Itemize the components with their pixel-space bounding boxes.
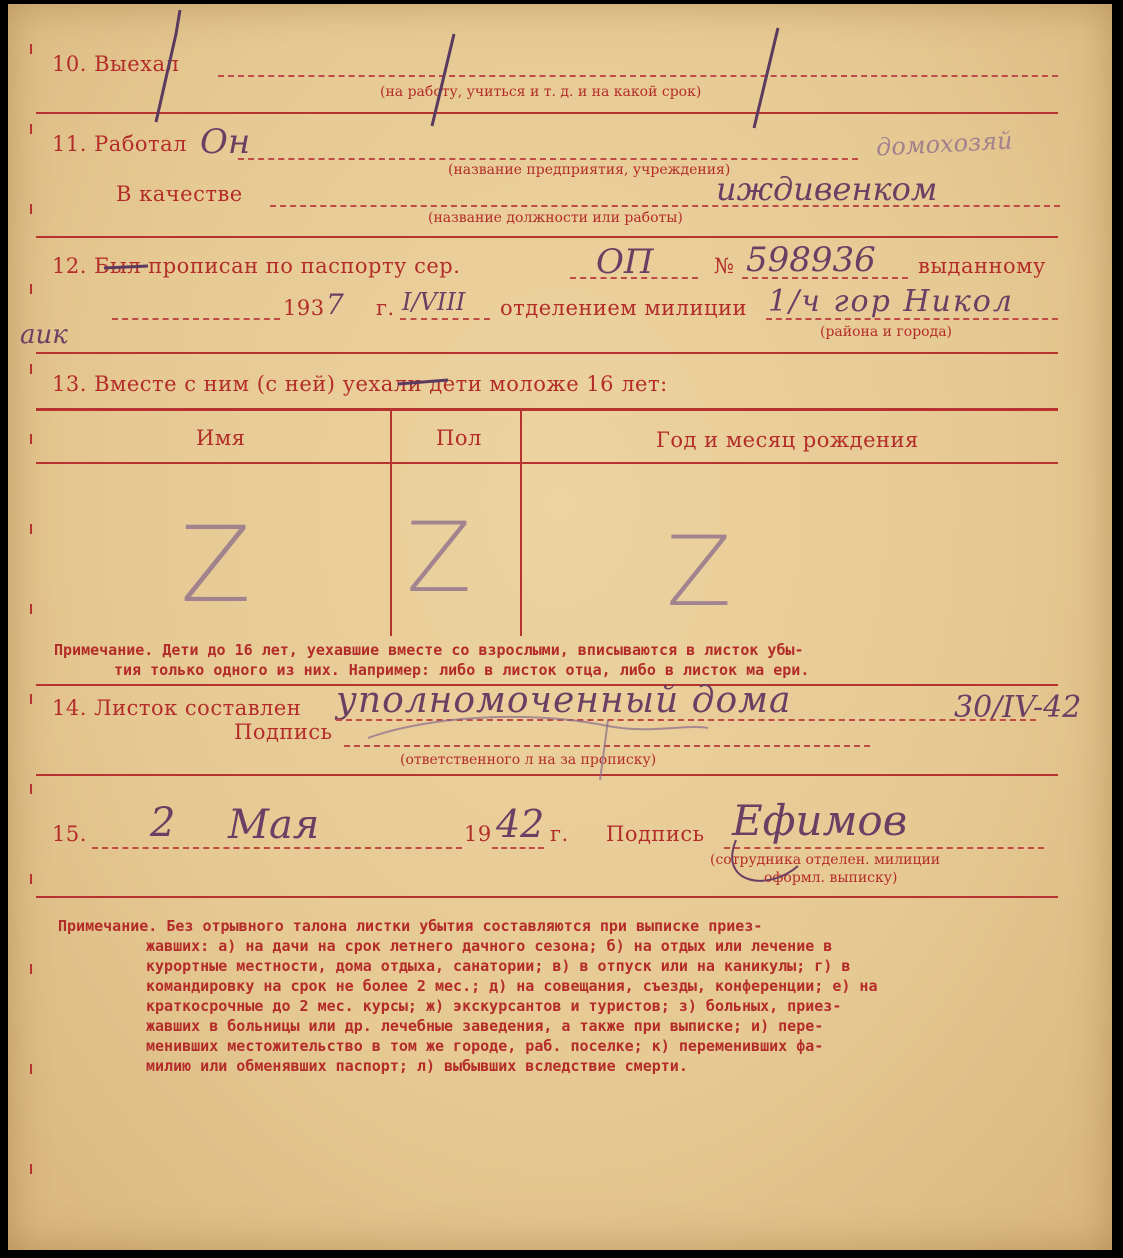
handwritten-work: Он: [200, 122, 251, 162]
form-sheet: [8, 4, 1112, 1250]
handwritten-department-tail: аик: [20, 320, 68, 350]
cancel-stroke-right: [754, 28, 778, 128]
issued-label: выданному: [918, 254, 1046, 278]
footnote-line-1: Примечание. Без отрывного талона листки убытия составляются при выписке приез-: [58, 917, 763, 935]
strike-left: [398, 380, 448, 384]
section-15-year-suffix: г.: [550, 822, 569, 846]
handwritten-compiled-date: 30/IV-42: [954, 690, 1082, 725]
section-15-label: 15.: [52, 822, 87, 846]
section-10-caption: (на работу, учиться и т. д. и на какой срок): [380, 84, 702, 100]
section-11-position-caption: (название должности или работы): [428, 210, 683, 226]
section-15-signature-label: Подпись: [606, 822, 705, 846]
table-cell-birth-z: Z: [666, 516, 732, 628]
strike-was: [104, 266, 148, 268]
handwritten-month: I/VIII: [402, 288, 466, 316]
department-label: отделением милиции: [500, 296, 747, 320]
section-13-label: 13. Вместе с ним (с ней) уехали дети моложе 16 лет:: [52, 372, 668, 396]
responsible-signature-scribble: [368, 717, 708, 738]
section-15-year-prefix: 19: [464, 822, 492, 846]
footnote-line-2: жавших: а) на дачи на срок летнего дачного сезона; б) на отдых или лечение в: [146, 937, 833, 955]
section-13-note-line-2: тия только одного из них. Например: либо в листок отца, либо в листок ма ери.: [114, 661, 810, 679]
col-header-sex: Пол: [436, 426, 482, 450]
footnote-line-6: жавших в больницы или др. лечебные заведения, а также при выписке; и) пере-: [146, 1017, 824, 1035]
section-15-caption-line-2: оформл. выписку): [764, 870, 898, 886]
handwritten-officer-signature: Ефимов: [732, 796, 908, 845]
ink-strokes: [8, 4, 1112, 1250]
footnote-line-8: милию или обменявших паспорт; л) выбывших вследствие смерти.: [146, 1057, 688, 1075]
section-14-label: 14. Листок составлен: [52, 696, 302, 720]
handwritten-series: ОП: [596, 242, 654, 282]
footnote-line-4: командировку на срок не более 2 мес.; д) на совещания, съезды, конференции; е) на: [146, 977, 878, 995]
col-header-birth: Год и месяц рождения: [656, 428, 919, 452]
year-prefix: 193: [283, 296, 325, 320]
section-13-note-line-1: Примечание. Дети до 16 лет, уехавшие вместе со взрослыми, вписываются в листок убы-: [54, 641, 804, 659]
signature-tail: [600, 720, 608, 780]
handwritten-department: 1/ч гор Никол: [768, 284, 1014, 319]
section-15-caption-line-1: (сотрудника отделен. милиции: [710, 852, 941, 868]
handwritten-compiled-by: уполномоченный дома: [336, 680, 792, 721]
footnote-line-3: курортные местности, дома отдыха, санатории; в) в отпуск или на каникулы; г) в: [146, 957, 851, 975]
section-14-signature-label: Подпись: [234, 720, 333, 744]
section-11-position-label: В качестве: [116, 182, 243, 206]
officer-signature-loop: [732, 840, 798, 881]
cancel-stroke-left: [156, 10, 180, 122]
handwritten-number: 598936: [746, 240, 876, 280]
number-label: №: [714, 254, 735, 278]
handwritten-day: 2: [150, 800, 176, 846]
footnote-line-5: краткосрочные до 2 мес. курсы; ж) экскурсантов и туристов; з) больных, приез-: [146, 997, 842, 1015]
col-header-name: Имя: [196, 426, 246, 450]
section-10-label: 10. Выехал: [52, 52, 180, 76]
footnote-line-7: менивших местожительство в том же городе, раб. поселке; к) переменивших фа-: [146, 1037, 824, 1055]
year-suffix: г.: [376, 296, 395, 320]
department-caption: (района и города): [820, 324, 953, 340]
handwritten-year-15: 42: [496, 802, 545, 846]
cancel-stroke-middle: [432, 34, 454, 126]
section-12-label: 12. Был прописан по паспорту сер.: [52, 254, 461, 278]
table-cell-sex-z: Z: [406, 502, 472, 614]
section-14-caption: (ответственного л на за прописку): [400, 752, 657, 768]
section-11-label: 11. Работал: [52, 132, 187, 156]
section-11-work-caption: (название предприятия, учреждения): [448, 162, 731, 178]
handwritten-position: иждивенком: [716, 170, 938, 208]
handwritten-work-2: домохозяй: [875, 126, 1014, 162]
handwritten-month-15: Мая: [228, 802, 320, 848]
table-cell-name-z: Z: [180, 504, 252, 626]
handwritten-year: 7: [326, 288, 344, 321]
